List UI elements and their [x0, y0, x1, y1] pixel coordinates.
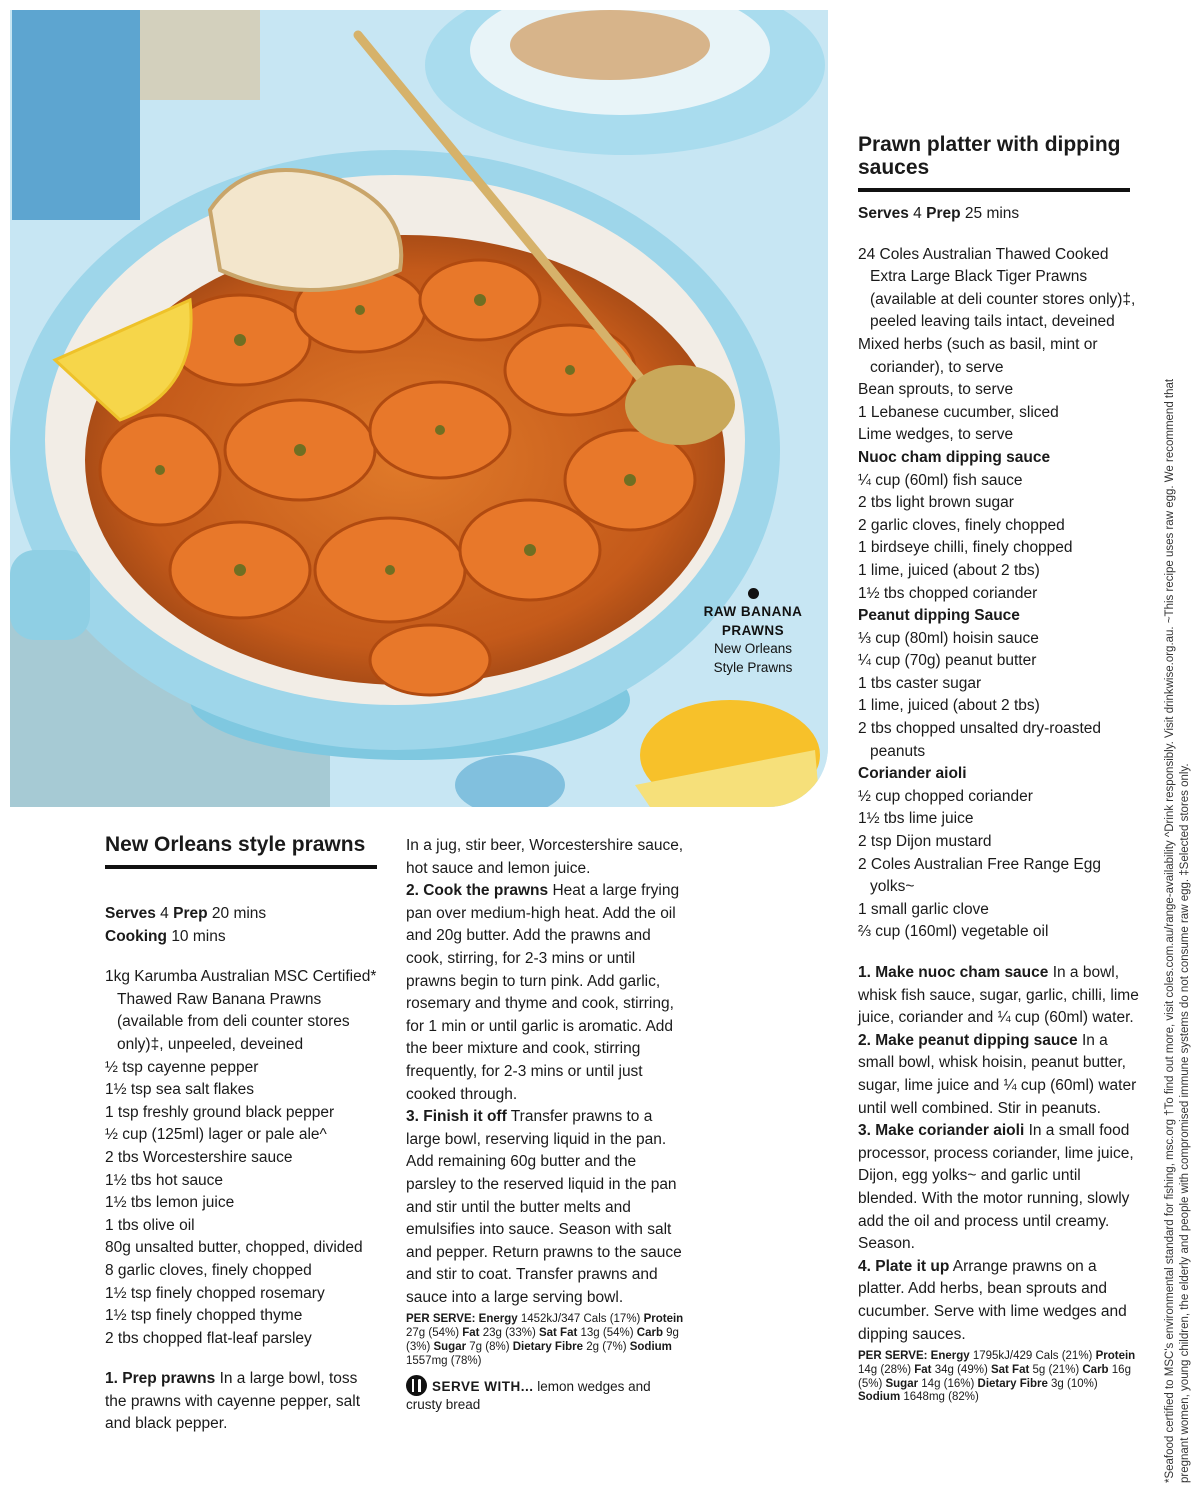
nutrition-value: 1557mg (78%)	[406, 1354, 482, 1367]
nutrition-value: 23g (33%)	[479, 1327, 539, 1340]
nutrition-value: 14g (16%)	[918, 1377, 978, 1390]
ingredient-item: 2 tbs chopped flat-leaf parsley	[105, 1329, 312, 1347]
recipe2-serves-prep: Serves 4 Prep 25 mins	[858, 205, 1020, 222]
nutrition-value: 14g (28%)	[858, 1363, 915, 1376]
nutrition-value: 1648mg (82%)	[900, 1391, 979, 1404]
ingredient-item: 1 tbs olive oil	[105, 1216, 195, 1234]
ingredient-item: ⅔ cup (160ml) vegetable oil	[858, 923, 1049, 941]
nutrition-label: Dietary Fibre	[977, 1377, 1048, 1390]
tag-brand: RAW BANANA PRAWNS	[703, 604, 803, 638]
recipe2-step4: 4. Plate it up Arrange prawns on a platter. Add herbs, bean sprouts and cucumber. Serve with lime wedges and dipping sauces.	[858, 1257, 1127, 1343]
ingredient-item: 1½ tsp finely chopped rosemary	[105, 1284, 325, 1302]
recipe1-serves-prep: Serves 4 Prep 20 mins	[105, 905, 267, 922]
nutrition-label: PER SERVE: Energy	[406, 1313, 518, 1326]
recipe2-title: Prawn platter with dipping sauces	[858, 133, 1130, 192]
recipe1-column2	[406, 835, 686, 1414]
ingredient-item: 80g unsalted butter, chopped, divided	[105, 1239, 363, 1257]
nutrition-label: Carb	[636, 1327, 663, 1340]
nutrition-label: Protein	[643, 1313, 684, 1326]
ingredient-item: 24 Coles Australian Thawed Cooked Extra Large Black Tiger Prawns (available at deli counter stores only)‡, peeled leaving tails intact, deveined	[858, 245, 1136, 331]
ingredient-item: 2 tbs Worcestershire sauce	[105, 1148, 293, 1166]
nutrition-label: Fat	[914, 1363, 932, 1376]
ingredient-item: 8 garlic cloves, finely chopped	[105, 1261, 312, 1279]
tag-product: New Orleans Style Prawns	[713, 641, 793, 675]
cutlery-icon	[406, 1375, 427, 1396]
sauce2-ingredients	[858, 628, 1143, 764]
recipe1-serve-with	[406, 1375, 686, 1414]
nutrition-label: Sugar	[885, 1377, 919, 1390]
nutrition-label: Carb	[1082, 1363, 1109, 1376]
recipe2-column	[858, 203, 1143, 1405]
nutrition-label: Fat	[462, 1327, 480, 1340]
tag-dot-icon	[748, 588, 759, 599]
ingredient-item: 2 garlic cloves, finely chopped	[858, 516, 1065, 534]
footnote: *Seafood certified to MSC's environmental standard for fishing, msc.org †To find out more, visit coles.com.au/range-availability ^Drink responsibly. Visit drinkwise.org.au. ~This recipe uses raw egg. We recommend that pregnant women, young children, the elderly and people with compromised immune systems do not consume raw egg. ‡Selected stores only.	[1164, 378, 1191, 1483]
ingredient-item: 1kg Karumba Australian MSC Certified* Thawed Raw Banana Prawns (available from deli counter stores only)‡, unpeeled, deveined	[105, 968, 377, 1053]
ingredient-item: 1½ tbs lemon juice	[105, 1194, 235, 1212]
sauce3-title: Coriander aioli	[858, 765, 967, 783]
ingredient-item: Lime wedges, to serve	[858, 426, 1014, 444]
prawn-photo	[10, 10, 828, 807]
ingredient-item: 1 small garlic clove	[858, 900, 989, 918]
nutrition-label: Dietary Fibre	[512, 1341, 584, 1354]
serve-with-label: SERVE WITH...	[432, 1378, 534, 1394]
ingredient-item: 2 tbs light brown sugar	[858, 494, 1014, 512]
sauce1-ingredients	[858, 470, 1143, 606]
nutrition-value: 2g (7%)	[583, 1341, 630, 1354]
ingredient-item: 1 tbs caster sugar	[858, 674, 982, 692]
ingredient-item: Bean sprouts, to serve	[858, 381, 1014, 399]
recipe2-ingredients	[858, 244, 1143, 447]
ingredient-item: 1 Lebanese cucumber, sliced	[858, 403, 1059, 421]
nutrition-value: 34g (49%)	[931, 1363, 991, 1376]
ingredient-item: ¼ cup (70g) peanut butter	[858, 652, 1037, 670]
sauce2-title: Peanut dipping Sauce	[858, 607, 1020, 625]
ingredient-item: 1 lime, juiced (about 2 tbs)	[858, 697, 1040, 715]
recipe2-step3: 3. Make coriander aioli In a small food processor, process coriander, lime juice, Dijon, egg yolks~ and garlic until blended. With the motor running, slowly add the oil and process until creamy. Season.	[858, 1122, 1134, 1253]
nutrition-label: Sat Fat	[990, 1363, 1030, 1376]
ingredient-item: ½ tsp cayenne pepper	[105, 1058, 259, 1076]
ingredient-item: 1½ tsp sea salt flakes	[105, 1081, 255, 1099]
recipe1-title: New Orleans style prawns	[105, 833, 377, 869]
product-tag	[698, 588, 808, 677]
serve-with-text: lemon wedges and crusty bread	[406, 1378, 651, 1412]
recipe2-nutrition	[858, 1350, 1143, 1405]
recipe2-step1: 1. Make nuoc cham sauce In a bowl, whisk fish sauce, sugar, garlic, chilli, lime juice, coriander and ¼ cup (60ml) water.	[858, 964, 1139, 1027]
sauce3-ingredients	[858, 786, 1143, 944]
ingredient-item: 2 tbs chopped unsalted dry-roasted peanuts	[858, 720, 1101, 760]
recipe1-step3: 3. Finish it off Transfer prawns to a large bowl, reserving liquid in the pan. Add remaining 60g butter and the parsley to the reserved liquid in the pan and stir until the butter melts and emulsifies into sauce. Season with salt and pepper. Return prawns to the sauce and stir to coat. Transfer prawns and sauce into a large serving bowl.	[406, 1108, 682, 1306]
recipe1-step1: 1. Prep prawns In a large bowl, toss the prawns with cayenne pepper, salt and black pepper.	[105, 1370, 361, 1433]
ingredient-item: 1 tsp freshly ground black pepper	[105, 1103, 335, 1121]
sauce1-title: Nuoc cham dipping sauce	[858, 448, 1051, 466]
recipe1-column1	[105, 903, 383, 1436]
prawn-dish-illustration	[10, 10, 828, 807]
nutrition-value: 1452kJ/347 Cals (17%)	[517, 1313, 644, 1326]
nutrition-value: 27g (54%)	[406, 1327, 463, 1340]
nutrition-label: Sodium	[858, 1391, 901, 1404]
ingredient-item: ½ cup chopped coriander	[858, 787, 1033, 805]
recipe1-cooking: Cooking 10 mins	[105, 927, 226, 945]
ingredient-item: 1 birdseye chilli, finely chopped	[858, 539, 1073, 557]
nutrition-value: 9g (3%)	[406, 1327, 679, 1354]
ingredient-item: 1 lime, juiced (about 2 tbs)	[858, 561, 1040, 579]
ingredient-item: 2 tsp Dijon mustard	[858, 833, 992, 851]
recipe1-step1-continued: In a jug, stir beer, Worcestershire sauce, hot sauce and lemon juice.	[406, 837, 684, 877]
nutrition-value: 13g (54%)	[577, 1327, 637, 1340]
nutrition-value: 16g (5%)	[858, 1363, 1131, 1390]
ingredient-item: 1½ tbs hot sauce	[105, 1171, 224, 1189]
nutrition-label: Sat Fat	[538, 1327, 578, 1340]
nutrition-value: 3g (10%)	[1047, 1377, 1098, 1390]
ingredient-item: 1½ tsp finely chopped thyme	[105, 1307, 303, 1325]
nutrition-label: Sugar	[433, 1341, 467, 1354]
ingredient-item: Mixed herbs (such as basil, mint or coriander), to serve	[858, 335, 1098, 376]
ingredient-item: ¼ cup (60ml) fish sauce	[858, 471, 1023, 489]
recipe1-step2: 2. Cook the prawns Heat a large frying pan over medium-high heat. Add the oil and 20g butter. Add the prawns and cook, stirring, for 2-3 mins or until prawns begin to turn pink. Add garlic, rosemary and thyme and cook, stirring, for 1 min or until garlic is aromatic. Add the beer mixture and cook, stirring frequently, for 2-3 mins or until just cooked through.	[406, 882, 680, 1103]
recipe2-step2: 2. Make peanut dipping sauce In a small bowl, whisk hoisin, peanut butter, sugar, lime juice and ¼ cup (60ml) water until well combined. Stir in peanuts.	[858, 1031, 1137, 1117]
ingredient-item: ½ cup (125ml) lager or pale ale^	[105, 1126, 327, 1144]
nutrition-label: Sodium	[629, 1341, 672, 1354]
ingredient-item: 1½ tbs chopped coriander	[858, 584, 1038, 602]
ingredient-item: ⅓ cup (80ml) hoisin sauce	[858, 629, 1039, 647]
recipe1-ingredients	[105, 966, 383, 1350]
ingredient-item: 2 Coles Australian Free Range Egg yolks~	[858, 855, 1101, 896]
nutrition-value: 5g (21%)	[1029, 1363, 1083, 1376]
nutrition-label: Protein	[1095, 1350, 1136, 1363]
nutrition-value: 7g (8%)	[466, 1341, 513, 1354]
recipe1-nutrition	[406, 1313, 686, 1368]
ingredient-item: 1½ tbs lime juice	[858, 810, 974, 828]
nutrition-label: PER SERVE: Energy	[858, 1350, 970, 1363]
nutrition-value: 1795kJ/429 Cals (21%)	[969, 1350, 1096, 1363]
